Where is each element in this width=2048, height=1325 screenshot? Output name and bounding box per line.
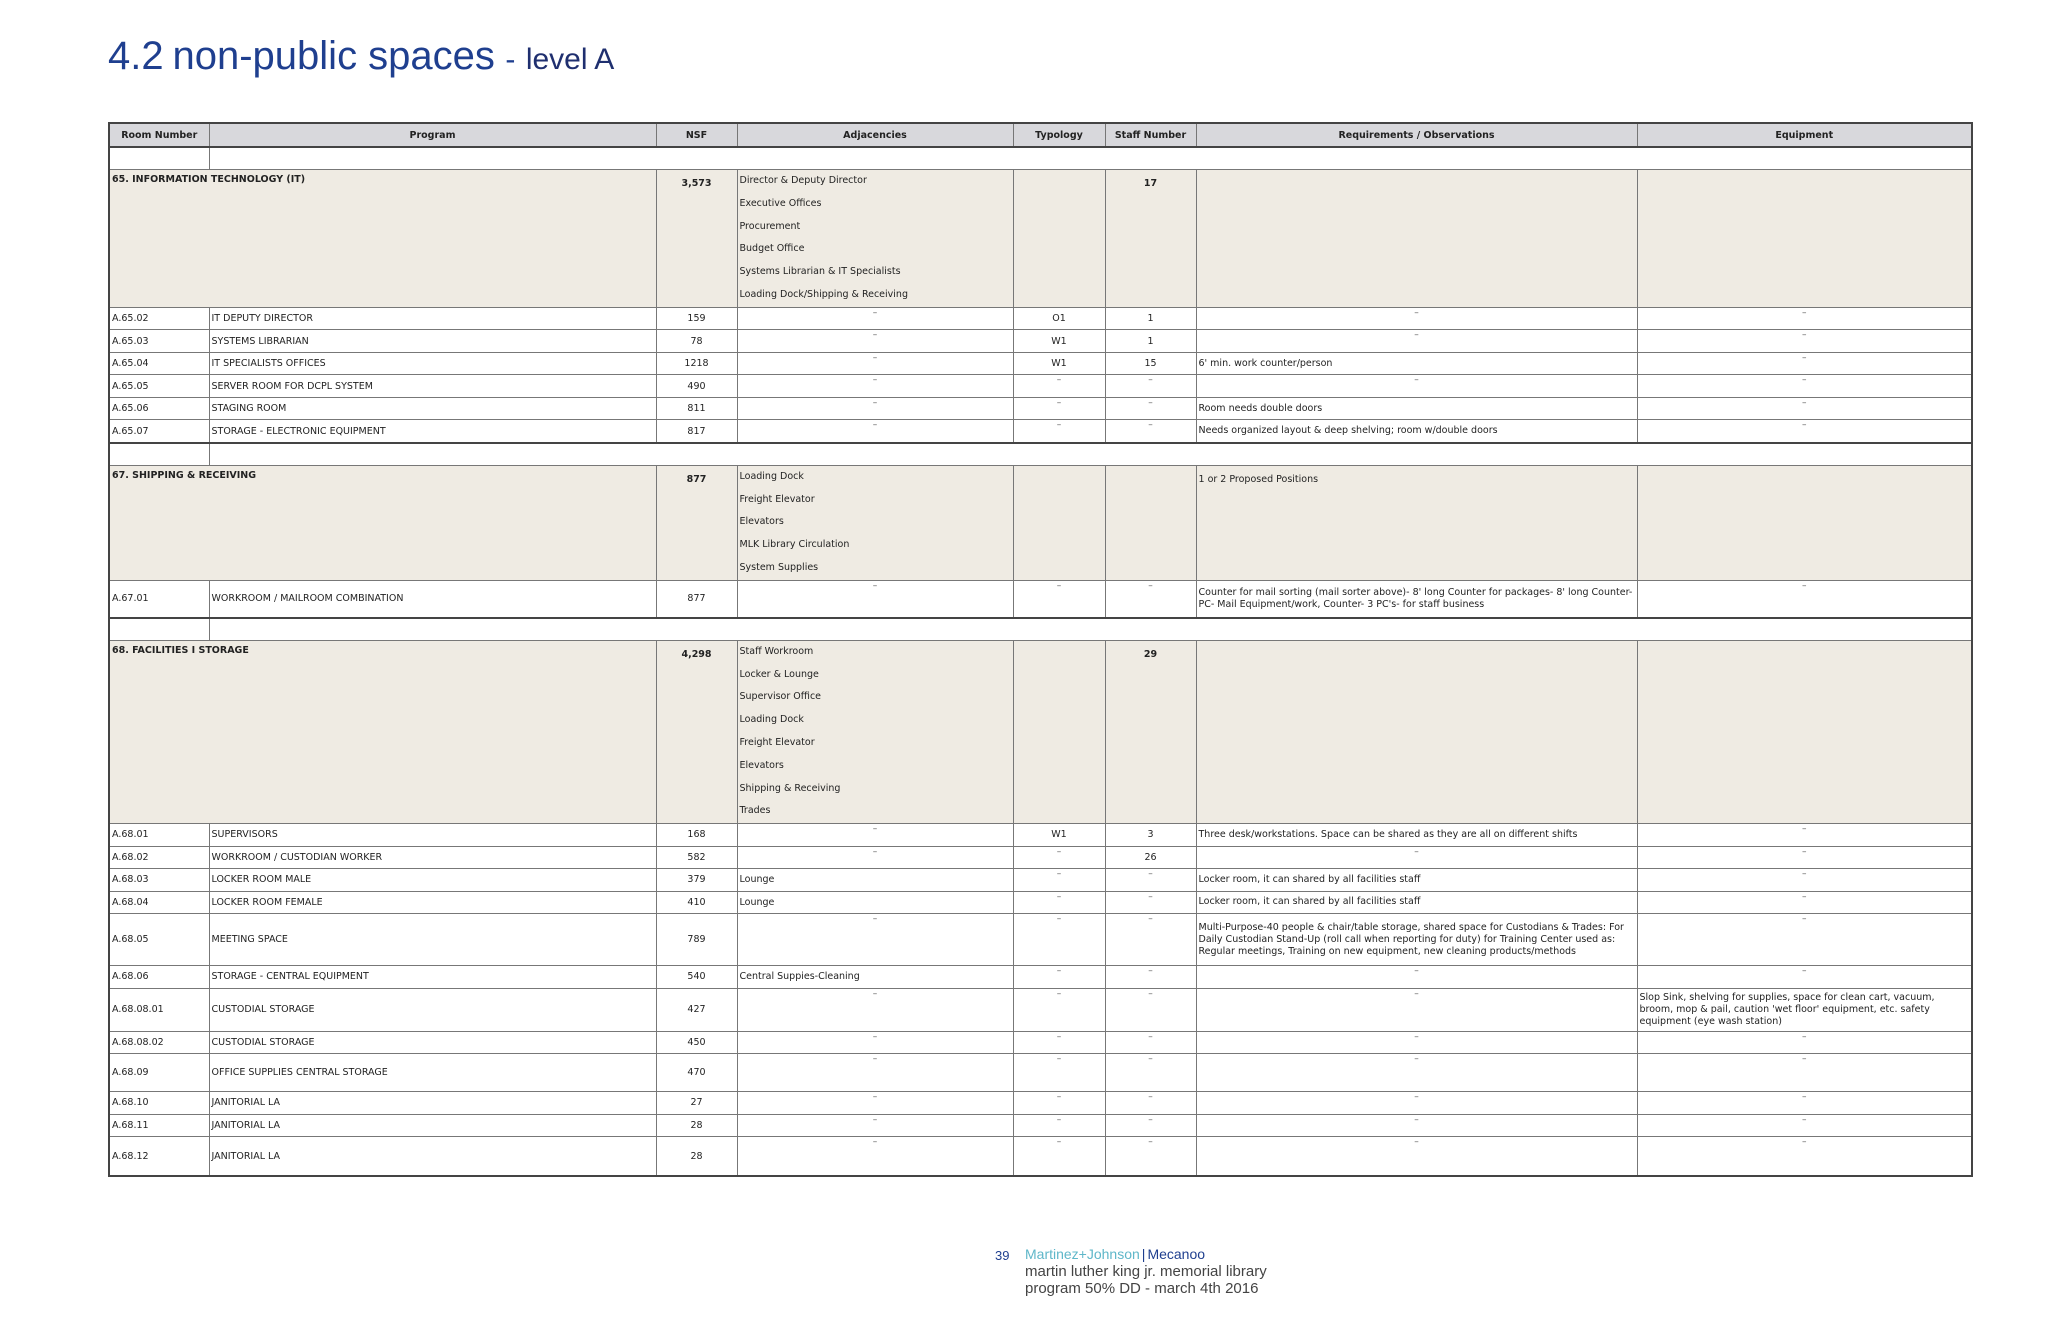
nsf-value: 877	[656, 580, 737, 618]
adjacency-value: –	[737, 1031, 1013, 1054]
room-number: A.68.06	[109, 966, 209, 989]
room-number: A.68.05	[109, 914, 209, 966]
room-number: A.68.01	[109, 824, 209, 847]
requirements-value: –	[1196, 1031, 1637, 1054]
equipment-value: –	[1637, 375, 1972, 398]
adjacency-item: Trades	[739, 805, 771, 817]
requirements-value: Three desk/workstations. Space can be shared as they are all on different shifts	[1196, 824, 1637, 847]
equipment-value: –	[1637, 307, 1972, 330]
typology-value: –	[1013, 914, 1105, 966]
group-requirements	[1196, 640, 1637, 823]
typology-value: –	[1013, 1031, 1105, 1054]
adjacency-value: –	[737, 1054, 1013, 1092]
nsf-value: 410	[656, 891, 737, 914]
requirements-value: Room needs double doors	[1196, 397, 1637, 420]
nsf-value: 379	[656, 869, 737, 892]
room-number: A.65.04	[109, 352, 209, 375]
requirements-value: Locker room, it can shared by all facilities staff	[1196, 869, 1637, 892]
adjacency-item: Budget Office	[739, 243, 805, 255]
adjacency-item: Executive Offices	[739, 197, 822, 209]
group-typology	[1013, 170, 1105, 308]
spacer-row	[109, 443, 1972, 466]
staff-value: –	[1105, 420, 1196, 443]
requirements-value: 6' min. work counter/person	[1196, 352, 1637, 375]
group-staff: 17	[1105, 170, 1196, 308]
room-number: A.68.08.02	[109, 1031, 209, 1054]
program-name: LOCKER ROOM FEMALE	[209, 891, 656, 914]
equipment-value: –	[1637, 352, 1972, 375]
equipment-value: –	[1637, 330, 1972, 353]
adjacency-item: Supervisor Office	[739, 691, 822, 703]
title-separator: -	[505, 43, 516, 76]
table-row	[109, 1092, 1972, 1115]
equipment-value: –	[1637, 966, 1972, 989]
program-name: MEETING SPACE	[209, 914, 656, 966]
group-name: 65. INFORMATION TECHNOLOGY (IT)	[109, 170, 656, 308]
staff-value: 1	[1105, 330, 1196, 353]
room-number: A.68.11	[109, 1114, 209, 1137]
spacer-cell	[209, 443, 1972, 466]
group-requirements: 1 or 2 Proposed Positions	[1196, 465, 1637, 580]
room-number: A.68.02	[109, 846, 209, 869]
nsf-value: 427	[656, 988, 737, 1031]
nsf-value: 817	[656, 420, 737, 443]
group-nsf: 877	[656, 465, 737, 580]
adjacency-value: –	[737, 824, 1013, 847]
table-row	[109, 330, 1972, 353]
adjacency-value: –	[737, 307, 1013, 330]
firm-names	[1025, 1246, 1205, 1262]
nsf-value: 490	[656, 375, 737, 398]
equipment-value: –	[1637, 1114, 1972, 1137]
adjacency-value: –	[737, 580, 1013, 618]
adjacency-value: –	[737, 846, 1013, 869]
program-name: JANITORIAL LA	[209, 1092, 656, 1115]
table-row	[109, 1114, 1972, 1137]
staff-value: 1	[1105, 307, 1196, 330]
group-staff	[1105, 465, 1196, 580]
typology-value: W1	[1013, 824, 1105, 847]
adjacency-value: –	[737, 375, 1013, 398]
adjacency-value: –	[737, 1114, 1013, 1137]
group-adjacencies	[737, 465, 1013, 580]
group-equipment	[1637, 465, 1972, 580]
spacer-cell	[209, 147, 1972, 170]
adjacency-value: –	[737, 1137, 1013, 1177]
program-name: CUSTODIAL STORAGE	[209, 1031, 656, 1054]
adjacency-item: Systems Librarian & IT Specialists	[739, 266, 901, 278]
group-adjacencies	[737, 640, 1013, 823]
table-row	[109, 869, 1972, 892]
title-number: 4.2	[108, 34, 164, 78]
table-row	[109, 1031, 1972, 1054]
header-staff-number: Staff Number	[1105, 123, 1196, 147]
adjacency-value: Lounge	[737, 891, 1013, 914]
table-row	[109, 352, 1972, 375]
adjacency-value: –	[737, 914, 1013, 966]
table-row	[109, 375, 1972, 398]
nsf-value: 789	[656, 914, 737, 966]
spacer-row	[109, 618, 1972, 641]
nsf-value: 168	[656, 824, 737, 847]
program-name: JANITORIAL LA	[209, 1137, 656, 1177]
staff-value: –	[1105, 988, 1196, 1031]
spacer-cell	[109, 443, 209, 466]
typology-value: –	[1013, 580, 1105, 618]
table-row	[109, 988, 1972, 1031]
adjacency-item: Loading Dock/Shipping & Receiving	[739, 288, 908, 300]
table-row	[109, 307, 1972, 330]
footer-project-phase: program 50% DD - march 4th 2016	[1025, 1280, 1259, 1297]
room-number: A.65.06	[109, 397, 209, 420]
nsf-value: 450	[656, 1031, 737, 1054]
table-body	[109, 147, 1972, 1176]
header-program: Program	[209, 123, 656, 147]
program-name: JANITORIAL LA	[209, 1114, 656, 1137]
typology-value: –	[1013, 966, 1105, 989]
program-name: WORKROOM / CUSTODIAN WORKER	[209, 846, 656, 869]
table-header-row	[109, 123, 1972, 147]
group-nsf: 3,573	[656, 170, 737, 308]
program-name: WORKROOM / MAILROOM COMBINATION	[209, 580, 656, 618]
header-requirements: Requirements / Observations	[1196, 123, 1637, 147]
staff-value: –	[1105, 1137, 1196, 1177]
staff-value: 3	[1105, 824, 1196, 847]
spacer-cell	[109, 618, 209, 641]
typology-value: O1	[1013, 307, 1105, 330]
requirements-value: –	[1196, 1137, 1637, 1177]
requirements-value: –	[1196, 1092, 1637, 1115]
typology-value: –	[1013, 1137, 1105, 1177]
program-name: IT SPECIALISTS OFFICES	[209, 352, 656, 375]
table-row	[109, 891, 1972, 914]
staff-value: –	[1105, 1114, 1196, 1137]
header-room-number: Room Number	[109, 123, 209, 147]
group-header-row	[109, 465, 1972, 580]
staff-value: –	[1105, 1031, 1196, 1054]
firm-martinez-johnson: Martinez+Johnson	[1025, 1246, 1140, 1262]
adjacency-value: –	[737, 352, 1013, 375]
adjacency-item: Freight Elevator	[739, 736, 815, 748]
staff-value: 15	[1105, 352, 1196, 375]
adjacency-item: Elevators	[739, 516, 784, 528]
requirements-value: Locker room, it can shared by all facilities staff	[1196, 891, 1637, 914]
room-number: A.65.07	[109, 420, 209, 443]
table-row	[109, 1054, 1972, 1092]
group-header-row	[109, 640, 1972, 823]
adjacency-item: Loading Dock	[739, 714, 804, 726]
firm-separator: |	[1141, 1246, 1146, 1262]
table-row	[109, 580, 1972, 618]
requirements-value: –	[1196, 1054, 1637, 1092]
adjacency-item: Shipping & Receiving	[739, 782, 841, 794]
room-number: A.65.03	[109, 330, 209, 353]
firm-mecanoo: Mecanoo	[1147, 1246, 1206, 1262]
adjacency-value: Central Suppies-Cleaning	[737, 966, 1013, 989]
requirements-value: –	[1196, 375, 1637, 398]
adjacency-item: Freight Elevator	[739, 493, 815, 505]
typology-value: –	[1013, 397, 1105, 420]
room-number: A.68.03	[109, 869, 209, 892]
adjacency-value: –	[737, 420, 1013, 443]
requirements-value: Multi-Purpose-40 people & chair/table storage, shared space for Custodians & Trades: For Daily Custodian Stand-Up (roll call when reporting for duty) for Training Center used as: Regular meetings, Training on new equipment, new cleaning products/methods	[1196, 914, 1637, 966]
equipment-value: –	[1637, 1137, 1972, 1177]
equipment-value: –	[1637, 1054, 1972, 1092]
staff-value: –	[1105, 1092, 1196, 1115]
program-name: SYSTEMS LIBRARIAN	[209, 330, 656, 353]
typology-value: –	[1013, 1054, 1105, 1092]
typology-value: –	[1013, 891, 1105, 914]
nsf-value: 27	[656, 1092, 737, 1115]
nsf-value: 540	[656, 966, 737, 989]
adjacency-value: –	[737, 1092, 1013, 1115]
program-name: SUPERVISORS	[209, 824, 656, 847]
nsf-value: 159	[656, 307, 737, 330]
table-row	[109, 420, 1972, 443]
equipment-value: –	[1637, 1092, 1972, 1115]
group-requirements	[1196, 170, 1637, 308]
page-number: 39	[995, 1248, 1010, 1263]
nsf-value: 28	[656, 1137, 737, 1177]
nsf-value: 28	[656, 1114, 737, 1137]
title-sub: level A	[525, 43, 615, 76]
equipment-value: –	[1637, 846, 1972, 869]
program-name: STORAGE - CENTRAL EQUIPMENT	[209, 966, 656, 989]
group-name: 68. FACILITIES I STORAGE	[109, 640, 656, 823]
equipment-value: –	[1637, 824, 1972, 847]
staff-value: –	[1105, 580, 1196, 618]
spacer-cell	[109, 147, 209, 170]
typology-value: –	[1013, 1114, 1105, 1137]
requirements-value: –	[1196, 1114, 1637, 1137]
table-row	[109, 914, 1972, 966]
group-header-row	[109, 170, 1972, 308]
nsf-value: 811	[656, 397, 737, 420]
requirements-value: Counter for mail sorting (mail sorter above)- 8' long Counter for packages- 8' long Counter- PC- Mail Equipment/work, Counter- 3 PC's- for staff business	[1196, 580, 1637, 618]
nsf-value: 78	[656, 330, 737, 353]
header-typology: Typology	[1013, 123, 1105, 147]
group-name: 67. SHIPPING & RECEIVING	[109, 465, 656, 580]
group-nsf: 4,298	[656, 640, 737, 823]
adjacency-item: Procurement	[739, 220, 801, 232]
nsf-value: 470	[656, 1054, 737, 1092]
table-row	[109, 824, 1972, 847]
room-number: A.68.04	[109, 891, 209, 914]
adjacency-value: Lounge	[737, 869, 1013, 892]
adjacency-item: Director & Deputy Director	[739, 175, 867, 186]
adjacency-item: Locker & Lounge	[739, 668, 819, 680]
typology-value: W1	[1013, 330, 1105, 353]
room-number: A.68.08.01	[109, 988, 209, 1031]
adjacency-value: –	[737, 330, 1013, 353]
requirements-value: Needs organized layout & deep shelving; room w/double doors	[1196, 420, 1637, 443]
equipment-value: Slop Sink, shelving for supplies, space for clean cart, vacuum, broom, mop & pail, caution 'wet floor' equipment, etc. safety equipment (eye wash station)	[1637, 988, 1972, 1031]
equipment-value: –	[1637, 397, 1972, 420]
equipment-value: –	[1637, 914, 1972, 966]
adjacency-item: Loading Dock	[739, 470, 804, 482]
typology-value: –	[1013, 375, 1105, 398]
equipment-value: –	[1637, 891, 1972, 914]
adjacency-item: MLK Library Circulation	[739, 539, 850, 551]
adjacency-value: –	[737, 988, 1013, 1031]
table-row	[109, 1137, 1972, 1177]
page-title	[108, 34, 614, 79]
header-adjacencies: Adjacencies	[737, 123, 1013, 147]
adjacency-item: Elevators	[739, 759, 784, 771]
typology-value: W1	[1013, 352, 1105, 375]
staff-value: –	[1105, 891, 1196, 914]
group-adjacencies	[737, 170, 1013, 308]
group-equipment	[1637, 640, 1972, 823]
table-row	[109, 397, 1972, 420]
program-name: LOCKER ROOM MALE	[209, 869, 656, 892]
staff-value: –	[1105, 869, 1196, 892]
typology-value: –	[1013, 869, 1105, 892]
program-table	[108, 122, 1973, 1177]
adjacency-item: Staff Workroom	[739, 645, 814, 657]
nsf-value: 582	[656, 846, 737, 869]
room-number: A.68.09	[109, 1054, 209, 1092]
typology-value: –	[1013, 1092, 1105, 1115]
room-number: A.65.05	[109, 375, 209, 398]
group-typology	[1013, 640, 1105, 823]
equipment-value: –	[1637, 580, 1972, 618]
equipment-value: –	[1637, 869, 1972, 892]
staff-value: –	[1105, 375, 1196, 398]
program-name: IT DEPUTY DIRECTOR	[209, 307, 656, 330]
spacer-row	[109, 147, 1972, 170]
group-staff: 29	[1105, 640, 1196, 823]
table-row	[109, 846, 1972, 869]
footer-project-name: martin luther king jr. memorial library	[1025, 1263, 1267, 1280]
table-row	[109, 966, 1972, 989]
adjacency-value: –	[737, 397, 1013, 420]
equipment-value: –	[1637, 420, 1972, 443]
staff-value: –	[1105, 966, 1196, 989]
nsf-value: 1218	[656, 352, 737, 375]
room-number: A.68.10	[109, 1092, 209, 1115]
staff-value: –	[1105, 397, 1196, 420]
group-equipment	[1637, 170, 1972, 308]
program-name: SERVER ROOM FOR DCPL SYSTEM	[209, 375, 656, 398]
header-equipment: Equipment	[1637, 123, 1972, 147]
adjacency-item: System Supplies	[739, 561, 819, 573]
requirements-value: –	[1196, 966, 1637, 989]
typology-value: –	[1013, 988, 1105, 1031]
equipment-value: –	[1637, 1031, 1972, 1054]
header-nsf: NSF	[656, 123, 737, 147]
room-number: A.67.01	[109, 580, 209, 618]
title-main: non-public spaces	[172, 34, 495, 78]
program-name: OFFICE SUPPLIES CENTRAL STORAGE	[209, 1054, 656, 1092]
typology-value: –	[1013, 420, 1105, 443]
requirements-value: –	[1196, 988, 1637, 1031]
program-name: STORAGE - ELECTRONIC EQUIPMENT	[209, 420, 656, 443]
program-name: STAGING ROOM	[209, 397, 656, 420]
requirements-value: –	[1196, 307, 1637, 330]
room-number: A.68.12	[109, 1137, 209, 1177]
program-name: CUSTODIAL STORAGE	[209, 988, 656, 1031]
staff-value: –	[1105, 1054, 1196, 1092]
requirements-value: –	[1196, 330, 1637, 353]
staff-value: 26	[1105, 846, 1196, 869]
group-typology	[1013, 465, 1105, 580]
room-number: A.65.02	[109, 307, 209, 330]
spacer-cell	[209, 618, 1972, 641]
staff-value: –	[1105, 914, 1196, 966]
requirements-value: –	[1196, 846, 1637, 869]
typology-value: –	[1013, 846, 1105, 869]
